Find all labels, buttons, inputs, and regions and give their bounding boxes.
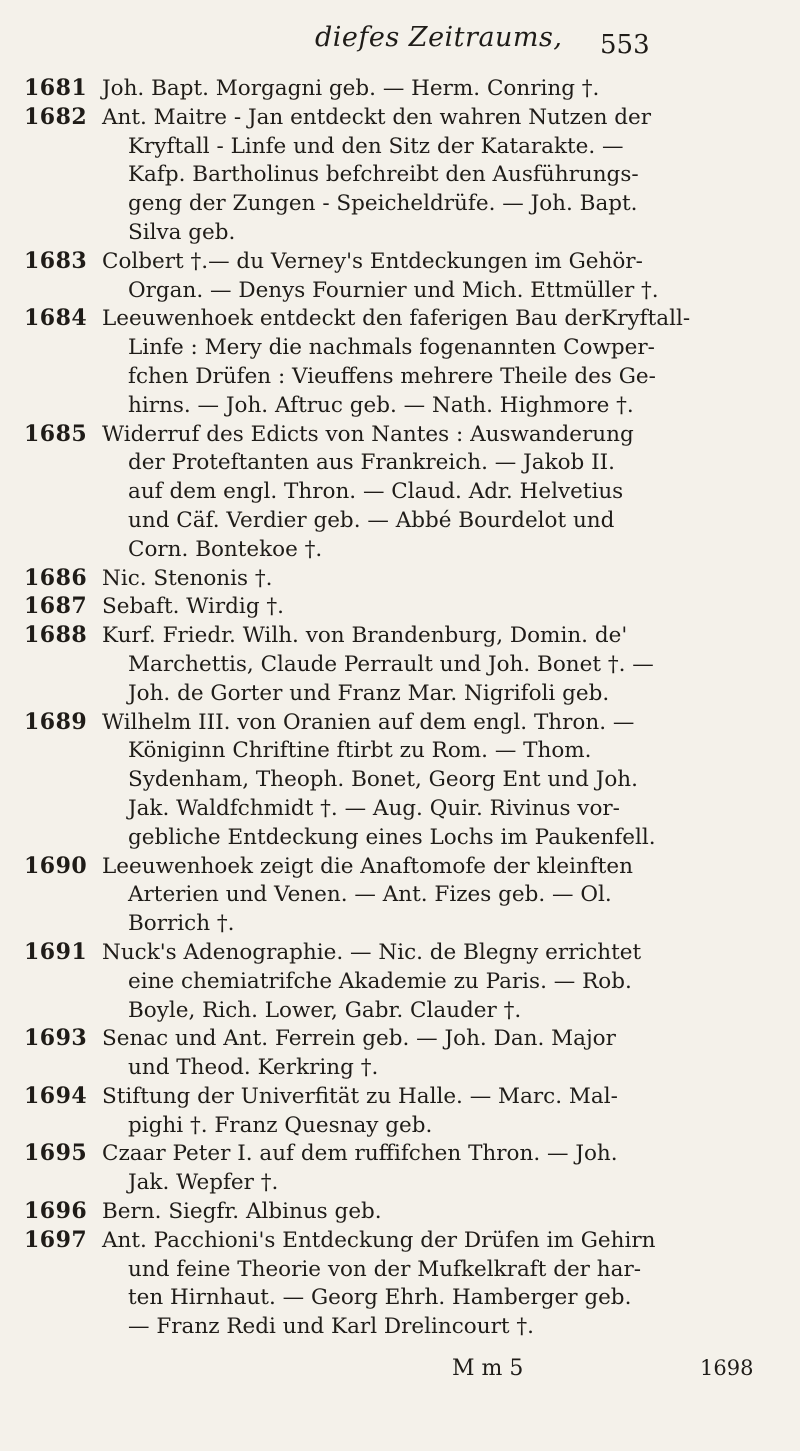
entry-line: pighi †. Franz Quesnay geb.	[128, 1112, 433, 1138]
entry-year: 1689	[24, 708, 88, 735]
entry-line: und feine Theorie von der Mufkelkraft der har-	[128, 1256, 641, 1282]
entry-line: Kryftall - Linfe und den Sitz der Katarakte. —	[128, 133, 624, 159]
entry-line: Sydenham, Theoph. Bonet, Georg Ent und Joh.	[128, 767, 638, 793]
entry-year: 1694	[24, 1082, 88, 1109]
entry-line: Czaar Peter I. auf dem ruffifchen Thron. — Joh.	[102, 1141, 618, 1167]
entry-text	[102, 1025, 772, 1083]
entry-text	[102, 1198, 772, 1227]
entry-year: 1696	[24, 1198, 88, 1225]
chronology-entry	[0, 305, 800, 420]
entry-line: Ant. Maitre - Jan entdeckt den wahren Nutzen der	[102, 104, 652, 130]
entry-line: fchen Drüfen : Vieuffens mehrere Theile des Ge-	[128, 363, 656, 389]
chronology-entry	[0, 104, 800, 248]
entry-line: Borrich †.	[128, 911, 235, 937]
catchword: 1698	[700, 1356, 754, 1380]
entry-year: 1688	[24, 622, 88, 649]
entry-text	[102, 421, 772, 565]
entry-line: Ant. Pacchioni's Entdeckung der Drüfen im Gehirn	[102, 1227, 656, 1253]
entry-line: Marchettis, Claude Perrault und Joh. Bonet †. —	[128, 651, 654, 677]
chronology-entry	[0, 565, 800, 594]
entry-year: 1686	[24, 564, 88, 591]
entry-line: Kurf. Friedr. Wilh. von Brandenburg, Domin. de'	[102, 623, 628, 649]
entry-line: Königinn Chriftine ftirbt zu Rom. — Thom.	[128, 738, 592, 764]
entry-text	[102, 593, 772, 622]
entry-line: Leeuwenhoek entdeckt den faferigen Bau derKryftall-	[102, 306, 691, 332]
entry-line: — Franz Redi und Karl Drelincourt †.	[128, 1314, 534, 1340]
entry-text	[102, 75, 772, 104]
entry-line: der Proteftanten aus Frankreich. — Jakob II.	[128, 450, 615, 476]
entry-text	[102, 853, 772, 939]
entry-line: Colbert †.— du Verney's Entdeckungen im Gehör-	[102, 248, 643, 274]
entry-text	[102, 1227, 772, 1342]
entry-line: eine chemiatrifche Akademie zu Paris. — Rob.	[128, 968, 632, 994]
entry-year: 1682	[24, 103, 88, 130]
running-title: diefes Zeitraums,	[315, 22, 563, 53]
chronology-entry	[0, 248, 800, 306]
chronology-entry	[0, 939, 800, 1025]
entry-line: Sebaft. Wirdig †.	[102, 594, 284, 620]
entry-line: Nic. Stenonis †.	[102, 565, 273, 591]
entry-line: Bern. Siegfr. Albinus geb.	[102, 1199, 382, 1225]
entry-text	[102, 709, 772, 853]
entry-line: Joh. de Gorter und Franz Mar. Nigrifoli geb.	[128, 680, 610, 706]
entry-line: Nuck's Adenographie. — Nic. de Blegny errichtet	[102, 939, 642, 965]
entry-line: Organ. — Denys Fournier und Mich. Ettmüller †.	[128, 277, 659, 303]
entry-year: 1684	[24, 305, 88, 332]
entry-line: Kafp. Bartholinus befchreibt den Ausführungs-	[128, 162, 639, 188]
entry-line: Stiftung der Univerfität zu Halle. — Marc. Mal-	[102, 1083, 618, 1109]
chronology-entry	[0, 1025, 800, 1083]
entry-line: Linfe : Mery die nachmals fogenannten Cowper-	[128, 335, 655, 361]
entry-text	[102, 939, 772, 1025]
entry-text	[102, 1083, 772, 1141]
entry-text	[102, 1140, 772, 1198]
entry-line: Arterien und Venen. — Ant. Fizes geb. — Ol.	[128, 882, 612, 908]
entry-year: 1695	[24, 1140, 88, 1167]
chronology-entry	[0, 709, 800, 853]
entry-line: Jak. Wepfer †.	[128, 1170, 279, 1196]
entry-text	[102, 565, 772, 594]
entry-year: 1685	[24, 420, 88, 447]
entry-year: 1681	[24, 75, 88, 101]
chronology-entry	[0, 853, 800, 939]
entry-year: 1687	[24, 593, 88, 620]
page-number: 553	[600, 30, 650, 60]
entry-year: 1683	[24, 247, 88, 274]
entry-text	[102, 622, 772, 708]
entry-year: 1690	[24, 852, 88, 879]
chronology-entries	[0, 75, 800, 1342]
page-header	[0, 22, 800, 72]
entry-year: 1693	[24, 1025, 88, 1052]
entry-year: 1697	[24, 1226, 88, 1253]
chronology-entry	[0, 622, 800, 708]
entry-year: 1691	[24, 938, 88, 965]
chronology-entry	[0, 1083, 800, 1141]
chronology-entry	[0, 1140, 800, 1198]
entry-line: ten Hirnhaut. — Georg Ehrh. Hamberger geb.	[128, 1285, 632, 1311]
entry-line: Wilhelm III. von Oranien auf dem engl. Thron. —	[102, 709, 635, 735]
entry-line: und Theod. Kerkring †.	[128, 1055, 379, 1081]
entry-line: Silva geb.	[128, 219, 236, 245]
entry-line: Leeuwenhoek zeigt die Anaftomofe der kleinften	[102, 853, 633, 879]
entry-text	[102, 305, 772, 420]
signature-mark: M m 5	[452, 1356, 524, 1381]
chronology-entry	[0, 1198, 800, 1227]
entry-line: Joh. Bapt. Morgagni geb. — Herm. Conring †.	[102, 76, 600, 101]
chronology-entry	[0, 1227, 800, 1342]
entry-line: auf dem engl. Thron. — Claud. Adr. Helvetius	[128, 479, 624, 505]
chronology-entry	[0, 421, 800, 565]
entry-line: und Cäf. Verdier geb. — Abbé Bourdelot und	[128, 507, 615, 533]
entry-line: Senac und Ant. Ferrein geb. — Joh. Dan. Major	[102, 1026, 616, 1052]
entry-line: gebliche Entdeckung eines Lochs im Paukenfell.	[128, 824, 656, 850]
entry-line: hirns. — Joh. Aftruc geb. — Nath. Highmore †.	[128, 392, 634, 418]
entry-text	[102, 248, 772, 306]
page-footer	[0, 1356, 800, 1392]
entry-line: Corn. Bontekoe †.	[128, 536, 323, 562]
entry-line: Widerruf des Edicts von Nantes : Auswanderung	[102, 421, 634, 447]
entry-line: Jak. Waldfchmidt †. — Aug. Quir. Rivinus vor-	[128, 795, 620, 821]
entry-line: Boyle, Rich. Lower, Gabr. Clauder †.	[128, 997, 522, 1023]
entry-line: geng der Zungen - Speicheldrüfe. — Joh. Bapt.	[128, 191, 638, 217]
entry-text	[102, 104, 772, 248]
chronology-entry	[0, 75, 800, 104]
chronology-entry	[0, 593, 800, 622]
